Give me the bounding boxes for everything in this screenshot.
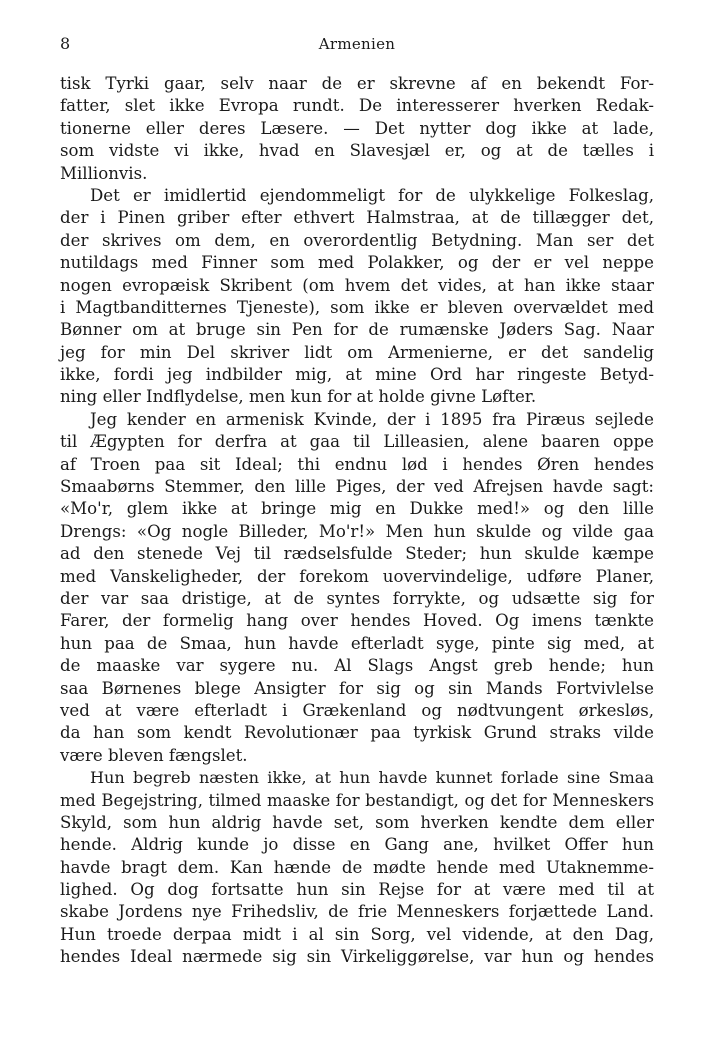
text-line: være bleven fængslet. (60, 745, 248, 765)
text-line: lighed. Og dog fortsatte hun sin Rejse for at være med til at (60, 880, 654, 900)
text-line: Smaabørns Stemmer, den lille Piges, der ved Afrejsen havde sagt: (60, 477, 654, 497)
text-line: Millionvis. (60, 163, 148, 183)
body-text (60, 73, 654, 969)
text-line: nutildags med Finner som med Polakker, og der er vel neppe (60, 253, 654, 273)
text-line: til Ægypten for derfra at gaa til Lilleasien, alene baaren oppe (60, 432, 654, 452)
text-line: hendes Ideal nærmede sig sin Virkeliggørelse, var hun og hendes (60, 947, 654, 967)
text-line: som vidste vi ikke, hvad en Slavesjæl er, og at de tælles i (60, 141, 654, 161)
text-line: hun paa de Smaa, hun havde efterladt syge, pinte sig med, at (60, 633, 654, 653)
paragraph (60, 185, 654, 409)
text-line: ad den stenede Vej til rædselsfulde Steder; hun skulde kæmpe (60, 544, 654, 564)
text-line: Farer, der formelig hang over hendes Hoved. Og imens tænkte (60, 611, 654, 631)
text-line: havde bragt dem. Kan hænde de mødte hende med Utaknemme- (60, 857, 654, 877)
text-line: Hun begreb næsten ikke, at hun havde kunnet forlade sine Smaa (90, 768, 654, 788)
text-line: Hun troede derpaa midt i al sin Sorg, vel vidende, at den Dag, (60, 924, 654, 944)
text-line: «Mo'r, glem ikke at bringe mig en Dukke med!» og den lille (60, 499, 654, 519)
text-line: da han som kendt Revolutionær paa tyrkisk Grund straks vilde (60, 723, 654, 743)
text-line: nogen evropæisk Skribent (om hvem det vides, at han ikke staar (60, 275, 654, 295)
paragraph (60, 409, 654, 767)
text-line: Drengs: «Og nogle Billeder, Mo'r!» Men hun skulde og vilde gaa (60, 521, 654, 541)
text-line: skabe Jordens nye Frihedsliv, de frie Menneskers forjættede Land. (60, 902, 654, 922)
running-title: Armenien (318, 35, 396, 53)
text-line: ning eller Indflydelse, men kun for at holde givne Løfter. (60, 387, 537, 407)
page-number: 8 (60, 34, 71, 53)
text-line: der var saa dristige, at de syntes forrykte, og udsætte sig for (60, 588, 654, 608)
paragraph (60, 73, 654, 185)
page-header (60, 34, 654, 58)
text-line: jeg for min Del skriver lidt om Armenierne, er det sandelig (60, 342, 654, 362)
text-line: saa Børnenes blege Ansigter for sig og sin Mands Fortvivlelse (60, 678, 654, 698)
text-line: Skyld, som hun aldrig havde set, som hverken kendte dem eller (60, 812, 654, 832)
text-line: tisk Tyrki gaar, selv naar de er skrevne af en bekendt For- (60, 74, 654, 93)
text-line: Jeg kender en armenisk Kvinde, der i 1895 fra Piræus sejlede (90, 409, 654, 429)
text-line: Det er imidlertid ejendommeligt for de ulykkelige Folkeslag, (90, 185, 654, 205)
text-line: fatter, slet ikke Evropa rundt. De interesserer hverken Redak- (60, 96, 654, 116)
text-line: af Troen paa sit Ideal; thi endnu lød i hendes Øren hendes (60, 454, 654, 474)
text-line: der skrives om dem, en overordentlig Betydning. Man ser det (60, 230, 654, 250)
text-line: i Magtbanditternes Tjeneste), som ikke er bleven overvældet med (60, 297, 654, 317)
text-line: med Vanskeligheder, der forekom uovervindelige, udføre Planer, (60, 566, 654, 586)
text-line: ved at være efterladt i Grækenland og nødtvungent ørkesløs, (60, 700, 654, 720)
text-line: tionerne eller deres Læsere. — Det nytter dog ikke at lade, (60, 118, 654, 138)
text-line: der i Pinen griber efter ethvert Halmstraa, at de tillægger det, (60, 208, 654, 228)
text-line: ikke, fordi jeg indbilder mig, at mine Ord har ringeste Betyd- (60, 365, 654, 385)
paragraph (60, 767, 654, 969)
text-line: hende. Aldrig kunde jo disse en Gang ane, hvilket Offer hun (60, 835, 654, 855)
text-line: de maaske var sygere nu. Al Slags Angst greb hende; hun (60, 656, 654, 676)
text-line: med Begejstring, tilmed maaske for bestandigt, og det for Menneskers (60, 790, 654, 810)
text-line: Bønner om at bruge sin Pen for de rumænske Jøders Sag. Naar (60, 320, 654, 340)
